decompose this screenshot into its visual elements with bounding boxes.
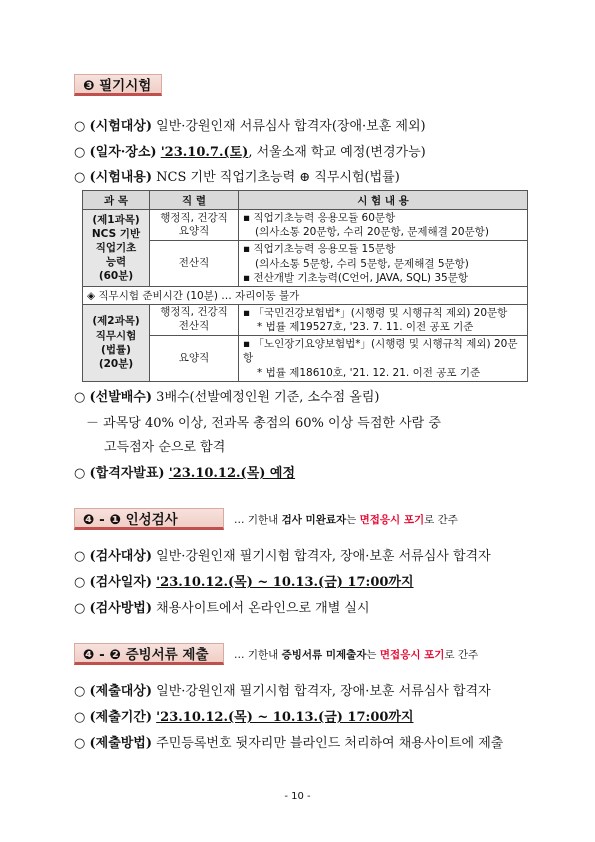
bullet: ○ [74,736,86,751]
exam-target-label: (시험대상) [89,119,153,134]
content-line: * 법률 제18610호, '21. 12. 21. 이전 공포 기준 [257,366,481,379]
table-header: 시 험 내 용 [239,191,528,210]
subject-line: (제1과목) [92,213,140,226]
test-target-label: (검사대상) [89,549,153,564]
table-header-row [83,191,528,210]
subject-line: NCS 기반 [91,227,141,240]
submit-target-line [74,680,491,699]
exam-content-line [74,166,400,185]
submit-period-value: '23.10.12.(목) ~ 10.13.(금) 17:00까지 [156,710,414,725]
job-cell [150,336,239,382]
job-cell [150,304,239,335]
test-target-line [74,545,491,564]
announce-label: (합격자발표) [89,466,165,481]
content-line: (의사소통 5문항, 수리 5문항, 문제해결 5문항) [255,257,469,270]
note-red: 면접응시 포기 [379,648,445,661]
bullet: ○ [74,466,86,481]
job-line: 행정직, 건강직 [160,306,228,319]
test-date-line [74,571,414,590]
selection-ratio-line [74,386,380,405]
subject-line: (60분) [98,270,134,283]
test-method-label: (검사방법) [89,601,153,616]
exam-target-text: 일반·강원인재 서류심사 합격자(장애·보훈 제외) [156,119,426,134]
section-4-1-title: ❹ - ❶ 인성검사 [74,508,224,530]
pass-criteria-line [86,412,441,431]
table-row [83,286,528,304]
content-cell [239,210,528,241]
content-line: * 법률 제19527호, '23. 7. 11. 이전 공포 기준 [257,321,474,334]
content-cell [239,336,528,382]
bullet: ○ [74,575,86,590]
table-row [83,336,528,382]
subject-line: 능력 [105,256,127,269]
table-row [83,210,528,241]
table-row [83,241,528,287]
table-header: 직 렬 [150,191,239,210]
note-bold: 증빙서류 미제출자 [281,648,367,661]
exam-place-text: , 서울소재 학교 예정(변경가능) [248,145,426,160]
subject-line: 직무시험 [95,329,137,342]
selection-ratio-label: (선발배수) [89,390,153,405]
subject-line: (제2과목) [92,315,140,328]
note-text: 로 간주 [424,513,458,526]
section-4-1-note [234,512,458,527]
pass-criteria-text-2: 고득점자 순으로 합격 [104,440,226,455]
dash: － [86,416,100,431]
exam-date-line [74,141,426,160]
job-cell [150,241,239,287]
subject-cell-1 [83,210,150,287]
bullet: ○ [74,601,86,616]
test-date-label: (검사일자) [89,575,153,590]
note-text: 는 [346,513,360,526]
content-line: ▪ 직업기초능력 응용모듈 15문항 [243,243,396,256]
page-number: - 10 - [284,791,311,802]
break-note: ◈ 직무시험 준비시간 (10분) … 자리이동 불가 [83,286,528,304]
bullet: ○ [74,119,86,134]
content-cell [239,304,528,335]
pass-criteria-text: 과목당 40% 이상, 전과목 총점의 60% 이상 득점한 사람 중 [103,416,441,431]
test-target-text: 일반·강원인재 필기시험 합격자, 장애·보훈 서류심사 합격자 [156,549,491,564]
table-header: 과 목 [83,191,150,210]
submit-method-line [74,732,503,751]
table-row [83,304,528,335]
exam-table [82,190,528,382]
note-bold: 검사 미완료자 [281,513,347,526]
subject-cell-2 [83,304,150,381]
exam-date-value: '23.10.7.(토) [160,145,249,160]
bullet: ○ [74,710,86,725]
selection-ratio-text: 3배수(선발예정인원 기준, 소수점 올림) [156,390,380,405]
content-cell [239,241,528,287]
submit-method-text: 주민등록번호 뒷자리만 블라인드 처리하여 채용사이트에 제출 [156,736,504,751]
section-4-2-title: ❹ - ❷ 증빙서류 제출 [74,643,224,665]
job-line: 전산직 [178,256,210,269]
submit-period-label: (제출기간) [89,710,153,725]
subject-line: (20분) [98,357,134,370]
job-line: 요양직 [178,351,210,364]
exam-content-text: NCS 기반 직업기초능력 ⊕ 직무시험(법률) [156,170,400,185]
section-4-2-header [74,643,478,665]
bullet: ○ [74,684,86,699]
content-line: (의사소통 20문항, 수리 20문항, 문제해결 20문항) [255,226,489,239]
announce-line [74,462,295,481]
job-line: 행정직, 건강직 [160,211,228,224]
exam-date-label: (일자·장소) [89,145,157,160]
bullet: ○ [74,145,86,160]
submit-target-text: 일반·강원인재 필기시험 합격자, 장애·보훈 서류심사 합격자 [156,684,491,699]
section-4-1-header [74,508,458,530]
content-line: ▪ 「노인장기요양보험법*」(시행령 및 시행규칙 제외) 20문항 [243,338,518,365]
submit-period-line [74,706,414,725]
pass-criteria-line-2 [104,436,225,455]
exam-target-line [74,115,426,134]
note-text: 는 [366,648,380,661]
content-line: ▪ 전산개발 기초능력(C언어, JAVA, SQL) 35문항 [243,271,468,284]
note-text: … 기한내 [234,648,282,661]
job-line: 요양직 [178,225,210,238]
note-red: 면접응시 포기 [359,513,425,526]
subject-line: (법률) [101,343,131,356]
test-date-value: '23.10.12.(목) ~ 10.13.(금) 17:00까지 [156,575,414,590]
section-3-title: ❸ 필기시험 [74,74,162,96]
section-4-2-note [234,647,478,662]
section-3-header [74,74,162,96]
subject-line: 직업기초 [95,241,137,254]
bullet: ○ [74,549,86,564]
bullet: ○ [74,390,86,405]
exam-content-label: (시험내용) [89,170,153,185]
test-method-line [74,597,370,616]
submit-method-label: (제출방법) [89,736,153,751]
content-line: ▪ 직업기초능력 응용모듈 60문항 [243,212,396,224]
job-cell [150,210,239,241]
bullet: ○ [74,170,86,185]
job-line: 전산직 [178,320,210,333]
submit-target-label: (제출대상) [89,684,153,699]
note-text: 로 간주 [444,648,479,661]
announce-date: '23.10.12.(목) 예정 [168,466,296,481]
content-line: ▪ 「국민건강보험법*」(시행령 및 시행규칙 제외) 20문항 [243,306,508,319]
note-text: … 기한내 [234,513,282,526]
test-method-text: 채용사이트에서 온라인으로 개별 실시 [156,601,370,616]
